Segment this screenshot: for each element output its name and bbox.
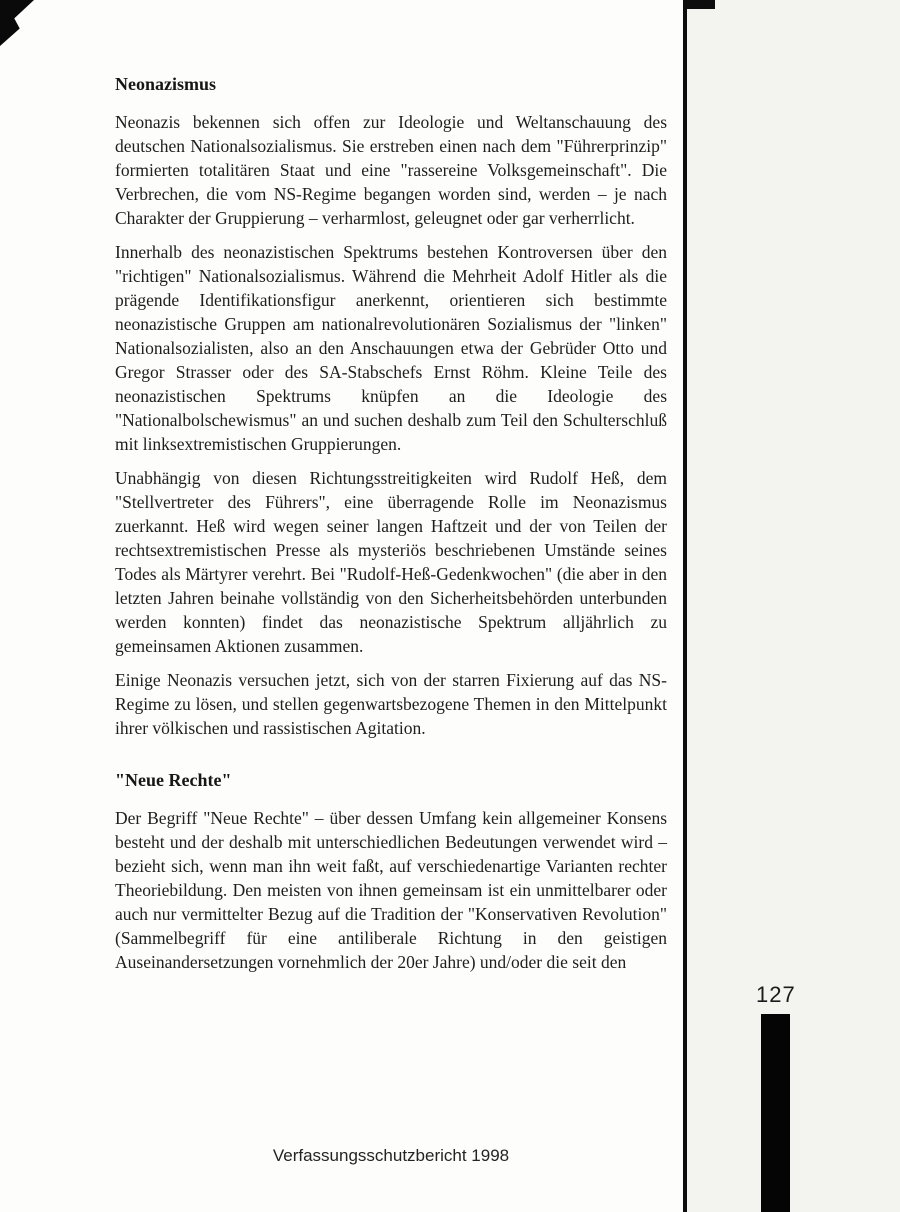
section-heading: "Neue Rechte" <box>115 770 232 790</box>
document-text-block <box>115 72 667 974</box>
paragraph: Der Begriff "Neue Rechte" – über dessen Umfang kein allgemeiner Konsens besteht und der deshalb mit unterschiedlichen Bedeutungen verwendet wird – bezieht sich, wenn man ihn weit faßt, auf verschiedenartige Varianten rechter Theoriebildung. Den meisten von ihnen gemeinsam ist ein unmittelbarer oder auch nur vermittelter Bezug auf die Tradition der "Konservativen Revolution" (Sammelbegriff für eine antiliberale Richtung in den geistigen Auseinandersetzungen vornehmlich der 20er Jahre) und/oder die seit den <box>115 808 667 972</box>
paragraph: Unabhängig von diesen Richtungsstreitigkeiten wird Rudolf Heß, dem "Stellvertreter des Führers", eine überragende Rolle im Neonazismus zuerkannt. Heß wird wegen seiner langen Haftzeit und der von Teilen der rechtsextremistischen Presse als mysteriös beschriebenen Umstände seines Todes als Märtyrer verehrt. Bei "Rudolf-Heß-Gedenkwochen" (die aber in den letzten Jahren beinahe vollständig von den Sicherheitsbehörden unterbunden werden konnten) findet das neonazistische Spektrum alljährlich zu gemeinsamen Aktionen zusammen. <box>115 468 667 656</box>
section-neonazismus <box>115 72 667 740</box>
adjacent-page-strip <box>687 0 900 1212</box>
paragraph: Neonazis bekennen sich offen zur Ideologie und Weltanschauung des deutschen Nationalsozialismus. Sie erstreben einen nach dem "Führerprinzip" formierten totalitären Staat und eine "rassereine Volksgemeinschaft". Die Verbrechen, die vom NS-Regime begangen worden sind, werden – je nach Charakter der Gruppierung – verharmlost, geleugnet oder gar verherrlicht. <box>115 112 667 228</box>
thumb-index-bar <box>761 1014 790 1212</box>
paragraph: Einige Neonazis versuchen jetzt, sich von der starren Fixierung auf das NS-Regime zu lösen, und stellen gegenwartsbezogene Themen in den Mittelpunkt ihrer völkischen und rassistischen Agitation. <box>115 670 667 738</box>
page-number: 127 <box>756 982 796 1007</box>
section-heading: Neonazismus <box>115 74 217 94</box>
scan-artifact-top-left <box>0 0 34 46</box>
footer-title: Verfassungsschutzbericht 1998 <box>272 1146 510 1165</box>
paragraph: Innerhalb des neonazistischen Spektrums bestehen Kontroversen über den "richtigen" Nationalsozialismus. Während die Mehrheit Adolf Hitler als die prägende Identifikationsfigur anerkennt, orientieren sich bestimmte neonazistische Gruppen am nationalrevolutionären Sozialismus der "linken" Nationalsozialisten, also an den Anschauungen etwa der Gebrüder Otto und Gregor Strasser oder des SA-Stabschefs Ernst Röhm. Kleine Teile des neonazistischen Spektrums knüpfen an die Ideologie des "Nationalbolschewismus" an und suchen deshalb zum Teil den Schulterschluß mit linksextremistischen Gruppierungen. <box>115 242 667 454</box>
section-neue-rechte <box>115 768 667 974</box>
scan-artifact-top-right <box>683 0 715 9</box>
page-gutter-line <box>683 0 687 1212</box>
